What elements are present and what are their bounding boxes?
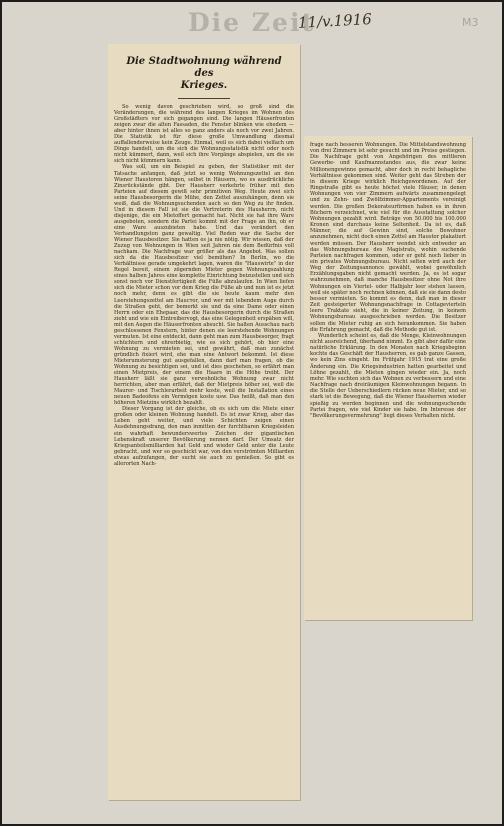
- paragraph: Wunderlich scheint es, daß die Menge, Kleinwohnungen nicht ausreichend, überhand nimmt. Es gibt aber dafür eine natürliche Erklärung. In den Monaten nach Kriegsbeginn kochte das Geschäft der Hausherren, es gab ganze Gassen, wo kein Zins eingeht. Im Frühjahr 1915 trat eine große Änderung ein. Die Kriegsindustrien hatten gearbeitet und Löhne gezahlt, die Mieten gingen wieder ein. Ja, noch mehr. Wie suchten sich das Wohnen zu verbessern und eine Nachfrage nach dreiräumigen Kleinwohnungen begann. In die Stelle der Ueberschiedlern rücken neue Mieter, und so stark ist die Bewegung, daß die Wiener Hausherren wieder spießig zu werden beginnen und die wohnungsuchende Partei fragen, wie viel Kinder sie habe. Im Interesse der "Bevölkerungsvermehrung" liegt dieses Verhalten nicht.: [310, 332, 466, 419]
- article-title-line-1: Die Stadtwohnung während des: [126, 56, 282, 79]
- paragraph: frage nach besseren Wohnungen. Die Mittelstandswohnung von drei Zimmern ist sehr gesucht und im Preise gestiegen. Die Nachfrage geht von Angehörigen des mittleren Gewerbe- und Kaufmannstandes aus, die zwar keine Millionengewinne gemacht, aber doch in recht behagliche Verhältnisse gekommen sind. Weiter geht das Streben der in diesem Kriege wirklich Reichgewordenen. Auf der Ringstraße gibt es heute höchst viele Häuser, in denen Wohnungen von vier Zimmern aufwärts zusammengelegt und zu Zehn- und Zwölfzimmer-Appartements vereinigt werden. Die großen Dekorateurfirmen haben es in ihren Büchern verzeichnet, wie viel für die Ausstattung solcher Wohnungen gezahlt wird. Beträge von 50.000 bis 100.000 Kronen sind durchaus keine Seltenheit. Da ist es, daß Männer, die auf Gewinn sind, solche Bewohner anzunehmen, nicht doch einen Zettel am Haustor plakatiert werden müssen. Der Hausherr wendet sich entweder an das Wohnungsbureau des Magistrats, wohin suchende Parteien nachfragen kommen, oder er geht noch lieber in ein privates Wohnungsbureau. Nicht selten wird auch der Weg der Zeitungsannonce gewählt, wobei gewöhnlich Erzählungsgaben nicht gemacht werden. Ja, es ist sogar wahrzunehmen, daß manche Hausbesitzer ohne Not ihre Wohnungen ein Viertel- oder Halbjahr leer stehen lassen, weil sie später noch rechnen können, daß sie sie dann desto besser vermieten. So kommt es denn, daß man in dieser Zeit gesteigerter Wohnungsnachfrage in Cottagevierteln leere Traktate sieht, die in keiner Zeitung, in keinem Wohnungsbureau ausgeschrieben werden. Die Besitzer sollen die Mieter ruhig an sich herankommen. Sie haben die Erfahrung gemacht, daß die Methode gut ist.: [310, 142, 466, 333]
- newspaper-clipping: [88, 38, 480, 802]
- left-column-body: [114, 104, 294, 467]
- newspaper-masthead: Die Zeit: [188, 8, 315, 37]
- paragraph: So wenig davon geschrieben wird, so groß sind die Veränderungen, die während des langen Krieges im Wohnen des Großstädters vor sich gegangen sind. Die langen Häuserfronten zeigen zwar die alten Fassaden, die Fenster blinken wie ehedem — aber hinter ihnen ist alles so ganz anders als noch vor zwei Jahren. Die Statistik ist für diese große Umwandlung diesmal auffallenderweise kein Zeuge. Einmal, weil es sich dabei vielfach um Dinge handelt, um die sich die Wohnungsstatistik nicht oder noch nicht kümmert, dann, weil sich ihre Vorgänge abspielen, um die sie sich nicht kümmern kann.: [114, 104, 294, 165]
- article-column-right: [304, 136, 472, 620]
- article-title: [118, 56, 290, 92]
- title-rule: [178, 98, 230, 99]
- article-column-left: [108, 44, 300, 800]
- right-column-body: [310, 142, 466, 419]
- handwritten-date: 11/v.1916: [297, 10, 373, 32]
- pencil-archive-mark: M3: [462, 16, 479, 29]
- paragraph: Dieser Vorgang ist der gleiche, ob es sich um die Miete einer großen oder kleinen Wohnung handelt. Es ist zwar Krieg, aber das Leben geht weiter, und viele Schichten zeigen einen Ausdehnungsdrang, den man inmitten der furchtbaren Kriegsleiden ein wahrhaft bewunderswertes Zeichen der gigantischen Lebenskraft unserer Bevölkerung nennen darf. Der Umsatz der Kriegsanteilsmilliarden hat Geld und wieder Geld unter die Leute gebracht, und wer so geschickt war, von den verströmten Milliarden etwas aufzufangen, der sucht sie auch zu genießen. So gibt es allerorten Nach-: [114, 406, 294, 467]
- paragraph: Was soll, um ein Beispiel zu geben, der Statistiker mit der Tatsache anfangen, daß jetzt so wenig Wohnungszettel an den Wiener Haustoren hängen, selbst in Häusern, wo es ausdrückliche Zinsrückstände gibt. Der Hausherr verkehrte früher mit den Parteien auf diesem gewiß sehr primitiven Weg. Heute zwei sich seine Hausbesorgerin die Mühe, den Zettel auszuhängen, denn sie weiß, daß die Wohnungsuchenden auch so den Weg zu ihr finden. Und in diesem Fall ist sie die Vertreterin des Hausherrn, nicht diejenige, die ein Mietoffert gemacht hat. Nicht sie hat ihre Ware ausgeboten, sondern die Partei kommt mit der Frage an ihn, ob er eine Ware auszubieten habe. Und das verändert den Verhandlungston ganz gewaltig. Viel Reden war die Sache der Wiener Hausbesitzer. Sie hatten es ja nie nötig. Wir wissen, daß der Zuzug von Wohnungen in Wien seit Jahren nie dem Bedürfnis voll nachkam. Die Nachfrage war größer als das Angebot. Was sollen sich da die Hausbesitzer viel bemühen? In Berlin, wo die Verhältnisse gerade umgekehrt lagen, waren die "Hauswirte" in der Regel bereit, einem zögernden Mieter gegen Wohnungszahlung eines halben Jahres eine komplette Einrichtung beizustellen und sich sonst noch vor Dienstfertigkeit die Füße abzulaufen. In Wien liefen sich die Mieter schon vor dem Krieg die Füße ab und nun ist es jetzt noch mehr, denn es gibt die sie heute kaum mehr den Leerstehungszettel am Hauстor, und wer mit lebendem Auge durch die Straßen geht, der bemerkt sie und da eine Dame oder einen Herrn oder ein Ehepaar, das die Hausbesorgerin durch die Straßen zieht und wie ein Eintreibervogt, das eine Gelegenheit erspähen will, mit den Augen die Häuserfronten absucht. Sie halten Ausschau nach geschlossenen Fenstern, hinter denen sie leerstehende Wohnungen vermuten. Ist eine entdeckt, dann geht man zum Hausbesorger, fragt schüchtern und ehrerbietig, wie es sich gehört, ob hier eine Wohnung zu vermieten sei, und gewährt, daß man zunächst gründlich fixiert wird, ehe man eine Antwort bekommt. Ist diese Mieterumsterung gut ausgefallen, dann darf man fragen, ob die Wohnung zu besichtigen sei, und ist dies geschehen, so erfährt man einen Mietpreis, der einem die Haare in die Höhe treibt. Der Hausherr läßt sie ganz verwohnliche Wohnung zwar nicht herrichten, aber man erfährt, daß der Mietpreis höher sei, weil die Maurer- und Tischlerarbeit mehr koste, weil die Installation eines neuen Badeofens ein Vermögen koste usw. Das heißt, daß man den höheren Mietzins wirklich bezahlt.: [114, 164, 294, 407]
- article-title-line-2: Krieges.: [180, 80, 228, 91]
